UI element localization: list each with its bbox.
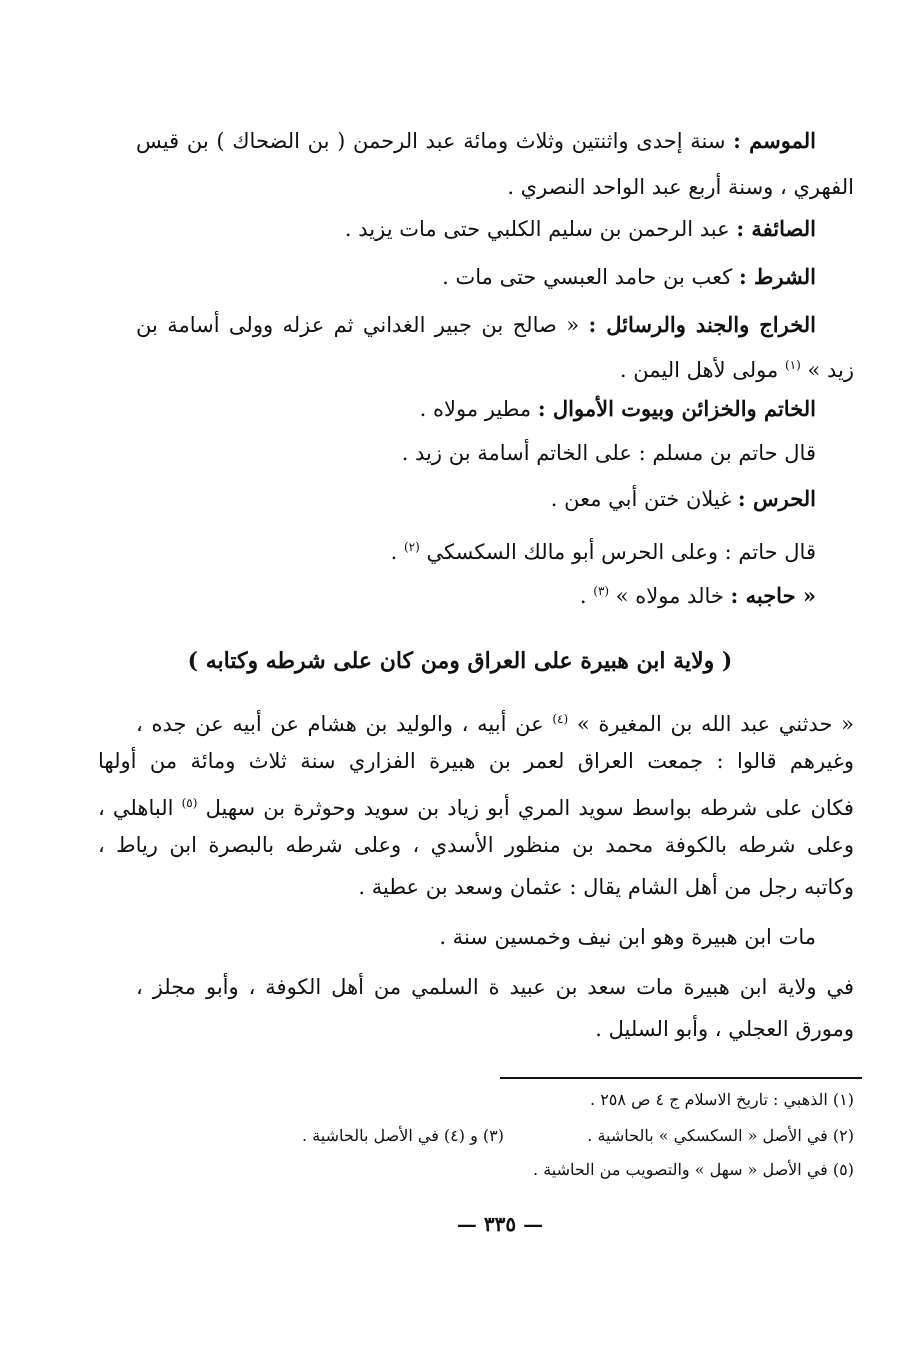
entry-label: الشرط : bbox=[738, 264, 816, 289]
page-number: — ٣٣٥ — bbox=[456, 1212, 544, 1236]
footnote-ref: (٤) bbox=[552, 712, 569, 726]
text-line bbox=[358, 872, 854, 902]
entry-label: الصائفة : bbox=[736, 216, 816, 241]
footnote bbox=[302, 1124, 504, 1148]
footnote bbox=[590, 1088, 854, 1112]
text-line bbox=[136, 126, 816, 156]
entry-label: الخاتم والخزائن وبيوت الأموال : bbox=[537, 396, 816, 421]
body-text: « حدثني عبد الله بن المغيرة » bbox=[576, 712, 854, 736]
entry-text: زيد » bbox=[807, 358, 854, 382]
footnote-divider bbox=[500, 1077, 862, 1079]
text-line bbox=[345, 214, 816, 244]
text-line bbox=[595, 1014, 854, 1044]
text-line bbox=[402, 438, 816, 468]
text-line bbox=[439, 922, 816, 952]
text-line bbox=[98, 830, 854, 860]
text-line bbox=[391, 532, 816, 567]
body-text: مات ابن هبيرة وهو ابن نيف وخمسين سنة . bbox=[439, 925, 816, 949]
entry-text: غيلان ختن أبي معن . bbox=[550, 487, 732, 511]
footnote-ref: (٢) bbox=[403, 540, 420, 554]
footnote-text: (٥) في الأصل « سهل » والتصويب من الحاشية . bbox=[533, 1160, 854, 1179]
entry-text: . bbox=[390, 540, 398, 564]
entry-text: خالد مولاه » bbox=[615, 584, 724, 608]
entry-text: قال حاتم : وعلى الحرس أبو مالك السكسكي bbox=[426, 540, 816, 564]
footnote-ref: (٣) bbox=[593, 584, 610, 598]
text-line bbox=[136, 972, 854, 1002]
body-text: وعلى شرطه بالكوفة محمد بن منظور الأسدي ، وعلى شرطه بالبصرة ابن رياط ، bbox=[98, 833, 854, 857]
entry-text: عبد الرحمن بن سليم الكلبي حتى مات يزيد . bbox=[344, 217, 730, 241]
entry-text: الفهري ، وسنة أربع عبد الواحد النصري . bbox=[507, 175, 854, 199]
footnote-text: (١) الذهبي : تاريخ الاسلام ج ٤ ص ٢٥٨ . bbox=[590, 1090, 854, 1109]
footnote-text: (٣) و (٤) في الأصل بالحاشية . bbox=[302, 1126, 504, 1145]
body-text: عن أبيه ، والوليد بن هشام عن أبيه عن جده ، bbox=[136, 712, 544, 736]
section-heading: ( ولاية ابن هبيرة على العراق ومن كان على شرطه وكتابه ) bbox=[187, 648, 733, 674]
entry-text: قال حاتم بن مسلم : على الخاتم أسامة بن زيد . bbox=[401, 441, 816, 465]
footnote-ref: (١) bbox=[784, 358, 801, 372]
entry-text: كعب بن حامد العبسي حتى مات . bbox=[442, 265, 733, 289]
entry-text: مطير مولاه . bbox=[419, 397, 532, 421]
text-line bbox=[98, 788, 854, 823]
entry-label: الحرس : bbox=[737, 486, 816, 511]
body-text: ومورق العجلي ، وأبو السليل . bbox=[595, 1017, 854, 1041]
text-line bbox=[136, 704, 854, 739]
body-text: في ولاية ابن هبيرة مات سعد بن عبيد ة السلمي من أهل الكوفة ، وأبو مجلز ، bbox=[136, 975, 854, 999]
text-line bbox=[551, 484, 816, 514]
body-text: الباهلي ، bbox=[98, 796, 174, 820]
entry-text: . bbox=[579, 584, 587, 608]
entry-label: « حاجبه : bbox=[730, 583, 816, 608]
entry-label: الموسم : bbox=[733, 128, 816, 153]
text-line bbox=[507, 172, 854, 202]
text-line bbox=[620, 350, 854, 385]
body-text: وغيرهم قالوا : جمعت العراق لعمر بن هبيرة الفزاري سنة ثلاث ومائة من أولها bbox=[98, 749, 854, 773]
text-line bbox=[136, 310, 816, 340]
text-line bbox=[420, 394, 816, 424]
footnote bbox=[587, 1124, 854, 1148]
text-line bbox=[98, 746, 854, 776]
text-line bbox=[580, 576, 816, 611]
entry-label: الخراج والجند والرسائل : bbox=[588, 312, 816, 337]
footnote-text: (٢) في الأصل « السكسكي » بالحاشية . bbox=[587, 1126, 854, 1145]
entry-text: سنة إحدى واثنتين وثلاث ومائة عبد الرحمن ( بن الضحاك ) بن قيس bbox=[136, 129, 726, 153]
entry-text: مولى لأهل اليمن . bbox=[619, 358, 779, 382]
footnote-ref: (٥) bbox=[181, 796, 198, 810]
text-line bbox=[442, 262, 816, 292]
body-text: وكاتبه رجل من أهل الشام يقال : عثمان وسعد بن عطية . bbox=[358, 875, 854, 899]
entry-text: « صالح بن جبير الغداني ثم عزله وولى أسامة بن bbox=[136, 313, 580, 337]
body-text: فكان على شرطه بواسط سويد المري أبو زياد بن سويد وحوثرة بن سهيل bbox=[205, 796, 854, 820]
footnote bbox=[533, 1158, 854, 1182]
